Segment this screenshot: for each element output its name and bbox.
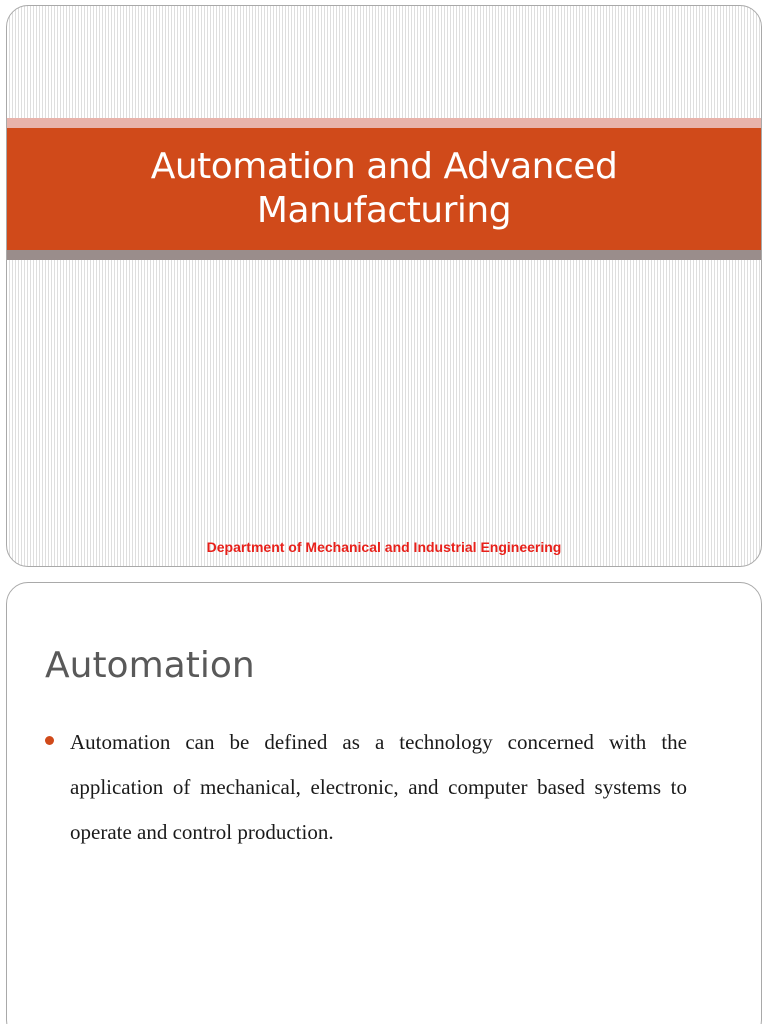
slide-title: Automation and Advanced Manufacturing (150, 146, 618, 231)
bullet-dot-icon (45, 736, 54, 745)
title-slide (6, 5, 762, 567)
content-heading: Automation (45, 645, 255, 686)
bullet-list (45, 720, 687, 855)
bullet-text: Automation can be defined as a technology concerned with the application of mechanical, electronic, and computer based systems to operate and control production. (70, 730, 687, 844)
title-band-bottom-stripe (7, 250, 761, 260)
title-band-top-stripe (7, 118, 761, 128)
bullet-item (45, 720, 687, 855)
title-band (7, 128, 761, 250)
content-slide (6, 582, 762, 1024)
department-subtitle: Department of Mechanical and Industrial Engineering (206, 539, 562, 555)
